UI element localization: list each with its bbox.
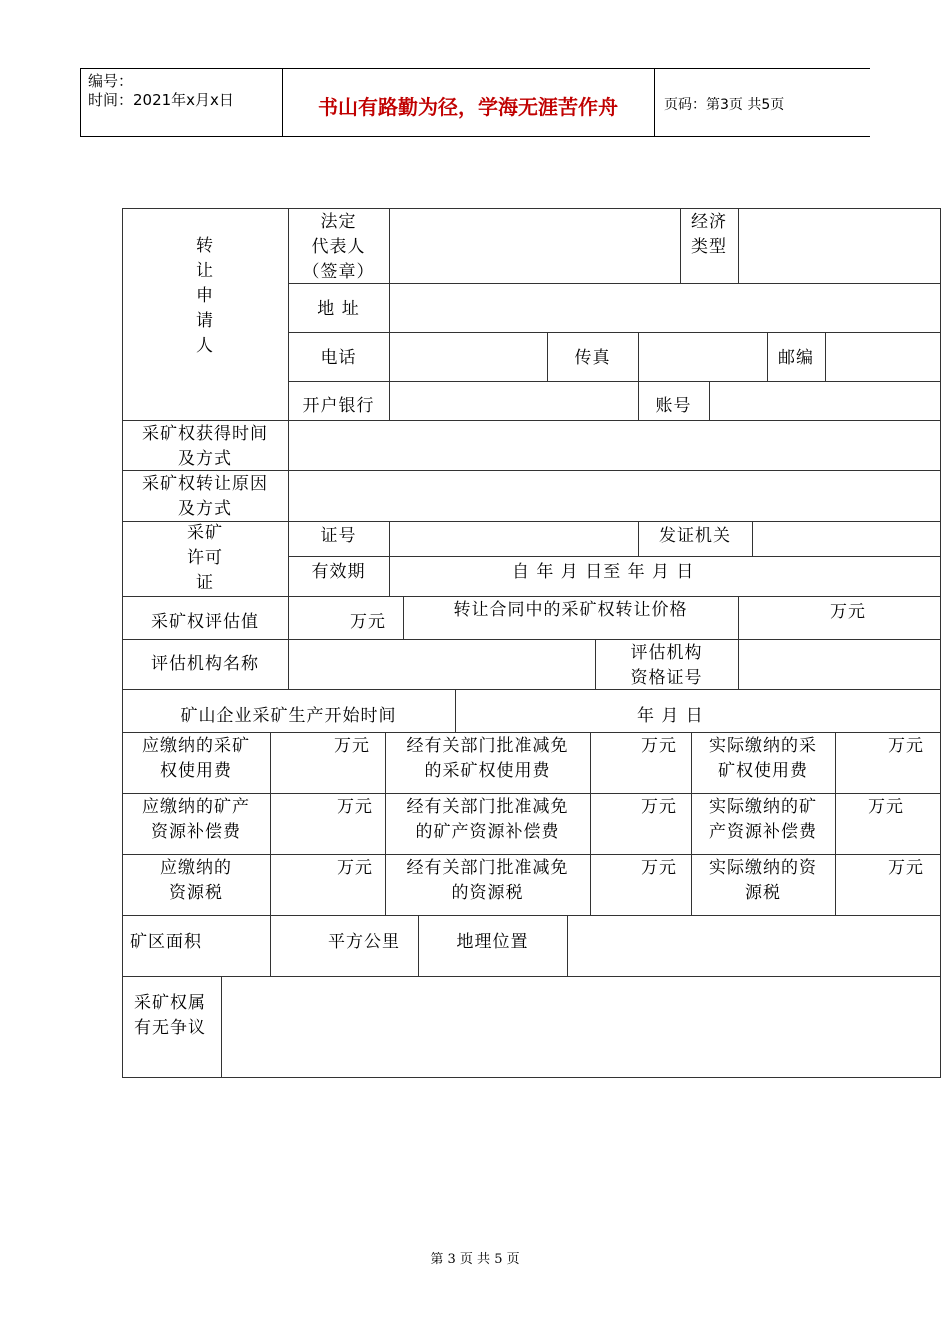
mining-license-label: 采矿 许可 证 bbox=[187, 523, 223, 593]
contract-price-label: 转让合同中的采矿权转让价格 bbox=[453, 600, 688, 620]
phone-label: 电话 bbox=[320, 348, 357, 368]
dispute-label: 采矿权属 有无争议 bbox=[134, 993, 206, 1038]
transfer-reason-label: 采矿权转让原因 及方式 bbox=[142, 474, 268, 519]
use-fee-relief-label: 经有关部门批准减免 的采矿权使用费 bbox=[406, 736, 569, 781]
account-label: 账号 bbox=[655, 396, 692, 416]
economic-type-label: 经济 类型 bbox=[691, 212, 727, 257]
compensation-fee-due-label: 应缴纳的矿产 资源补偿费 bbox=[142, 797, 250, 842]
fax-label: 传真 bbox=[574, 348, 611, 368]
evaluation-value-label: 采矿权评估值 bbox=[151, 612, 259, 632]
production-start-label: 矿山企业采矿生产开始时间 bbox=[180, 706, 397, 726]
use-fee-due-unit: 万元 bbox=[334, 736, 370, 756]
postcode-label: 邮编 bbox=[778, 348, 814, 368]
use-fee-relief-unit: 万元 bbox=[641, 736, 677, 756]
resource-tax-due-label: 应缴纳的 资源税 bbox=[160, 858, 232, 903]
resource-tax-relief-label: 经有关部门批准减免 的资源税 bbox=[406, 858, 569, 903]
use-fee-actual-label: 实际缴纳的采 矿权使用费 bbox=[709, 736, 817, 781]
certificate-number-label: 证号 bbox=[320, 526, 357, 546]
use-fee-due-label: 应缴纳的采矿 权使用费 bbox=[142, 736, 250, 781]
resource-tax-due-unit: 万元 bbox=[337, 858, 373, 878]
evaluation-value-unit: 万元 bbox=[350, 612, 386, 632]
geographic-location-label: 地理位置 bbox=[456, 932, 529, 952]
header-page-info: 页码：第3页 共5页 bbox=[664, 97, 785, 113]
contract-price-unit: 万元 bbox=[830, 602, 866, 622]
document-number-label: 编号： bbox=[88, 72, 134, 90]
transfer-application-form bbox=[122, 208, 941, 1078]
acquire-time-label: 采矿权获得时间 及方式 bbox=[142, 424, 268, 469]
production-start-date: 年 月 日 bbox=[637, 706, 704, 726]
issuing-authority-label: 发证机关 bbox=[659, 526, 731, 546]
mining-area-unit: 平方公里 bbox=[328, 932, 400, 952]
address-label: 地 址 bbox=[317, 299, 360, 319]
document-date: 时间：2021年x月x日 bbox=[88, 91, 234, 109]
use-fee-actual-unit: 万元 bbox=[888, 736, 924, 756]
resource-tax-actual-unit: 万元 bbox=[888, 858, 924, 878]
compensation-fee-relief-unit: 万元 bbox=[641, 797, 677, 817]
page-footer: 第 3 页 共 5 页 bbox=[430, 1252, 520, 1267]
bank-label: 开户银行 bbox=[302, 396, 375, 416]
compensation-fee-due-unit: 万元 bbox=[337, 797, 373, 817]
compensation-fee-actual-label: 实际缴纳的矿 产资源补偿费 bbox=[709, 797, 817, 842]
legal-representative-label: 法定 代表人 （签章） bbox=[302, 212, 375, 282]
applicant-label: 转 让 申 请 人 bbox=[196, 236, 214, 356]
compensation-fee-relief-label: 经有关部门批准减免 的矿产资源补偿费 bbox=[406, 797, 569, 842]
mining-area-label: 矿区面积 bbox=[130, 932, 202, 952]
resource-tax-relief-unit: 万元 bbox=[641, 858, 677, 878]
header-motto: 书山有路勤为径，学海无涯苦作舟 bbox=[318, 95, 618, 119]
evaluation-org-label: 评估机构名称 bbox=[151, 654, 259, 674]
evaluation-org-cert-label: 评估机构 资格证号 bbox=[630, 643, 703, 688]
compensation-fee-actual-unit: 万元 bbox=[868, 797, 904, 817]
validity-label: 有效期 bbox=[311, 562, 366, 582]
resource-tax-actual-label: 实际缴纳的资 源税 bbox=[709, 858, 817, 903]
validity-date-range: 自 年 月 日至 年 月 日 bbox=[512, 562, 695, 582]
